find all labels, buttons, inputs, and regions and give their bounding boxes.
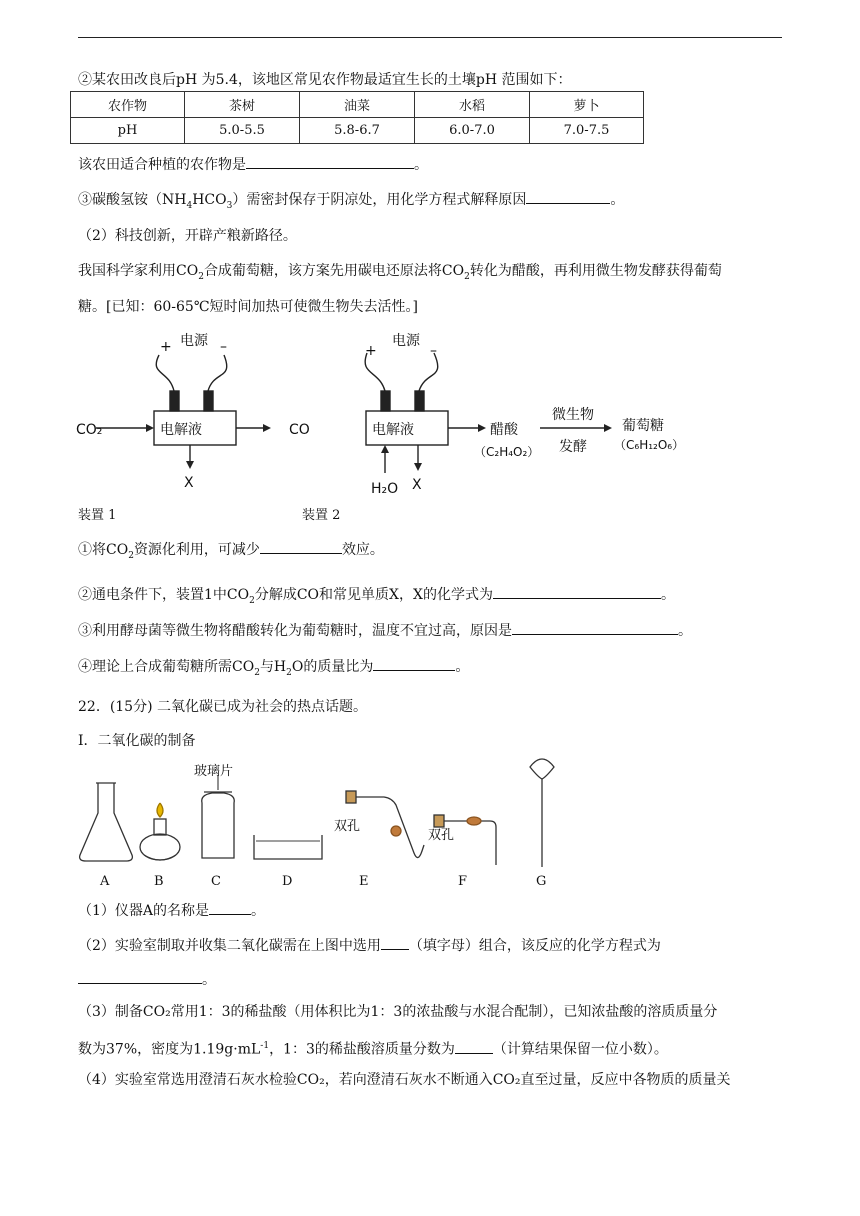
question-line: （2）科技创新，开辟产粮新路径。 bbox=[78, 228, 297, 244]
minus-sign: – bbox=[430, 343, 437, 359]
line-text: 合成葡萄糖，该方案先用碳电还原法将CO bbox=[203, 263, 465, 279]
table-cell: 7.0-7.5 bbox=[530, 118, 644, 144]
electrode bbox=[170, 391, 179, 411]
question-line: 糖。[已知：60-65℃短时间加热可使微生物失去活性。] bbox=[78, 299, 418, 315]
co2-label: CO₂ bbox=[76, 422, 103, 438]
subscript: 2 bbox=[464, 271, 470, 282]
table-cell: 5.8-6.7 bbox=[300, 118, 415, 144]
water-label: H₂O bbox=[371, 481, 399, 497]
glucose-formula: （C₆H₁₂O₆） bbox=[614, 438, 685, 452]
answer-blank[interactable] bbox=[493, 585, 661, 599]
line-text: （1）仪器A的名称是 bbox=[78, 903, 210, 919]
power-label: 电源 bbox=[392, 333, 420, 349]
minus-sign: – bbox=[220, 339, 227, 355]
line-text: 与H bbox=[259, 659, 287, 675]
electrode bbox=[204, 391, 213, 411]
apparatus-label: D bbox=[282, 874, 293, 889]
x-label: X bbox=[412, 477, 422, 493]
line-text: 该农田适合种植的农作物是 bbox=[78, 157, 246, 173]
question-line: （3）制备CO₂常用1：3的稀盐酸（用体积比为1：3的浓盐酸与水混合配制），已知浓盐酸的溶质质量分 bbox=[78, 1004, 718, 1020]
line-text: 分解成CO和常见单质X，X的化学式为 bbox=[254, 587, 493, 603]
device-caption-2: 装置 2 bbox=[302, 508, 341, 523]
answer-blank[interactable] bbox=[209, 901, 251, 915]
line-text: ）需密封保存于阴凉处，用化学方程式解释原因 bbox=[232, 192, 527, 208]
line-text: 。 bbox=[610, 192, 625, 208]
electrode bbox=[381, 391, 390, 411]
subscript: 2 bbox=[254, 667, 260, 678]
question-line bbox=[78, 936, 661, 956]
apparatus-label: G bbox=[536, 874, 547, 889]
subscript: 2 bbox=[128, 550, 134, 561]
question-line bbox=[78, 155, 428, 175]
apparatus-label: B bbox=[154, 874, 164, 889]
subscript: 2 bbox=[286, 667, 292, 678]
double-hole-label: 双孔 bbox=[334, 819, 361, 834]
line-text: 。 bbox=[202, 972, 216, 988]
electrolyte-label: 电解液 bbox=[160, 422, 202, 438]
gas-jar-icon bbox=[202, 775, 235, 858]
line-text: 。 bbox=[414, 157, 428, 173]
table-cell: 油菜 bbox=[300, 92, 415, 118]
apparatus-label: C bbox=[211, 874, 221, 889]
apparatus-diagram bbox=[74, 755, 574, 890]
table-header-row bbox=[71, 92, 644, 118]
answer-blank[interactable] bbox=[381, 936, 409, 950]
line-text: 转化为醋酸，再利用微生物发酵获得葡萄 bbox=[469, 263, 722, 279]
line-text: （填字母）组合，该反应的化学方程式为 bbox=[408, 938, 661, 954]
line-text: ②通电条件下，装置1中CO bbox=[78, 587, 250, 603]
question-line: ②某农田改良后pH 为5.4，该地区常见农作物最适宜生长的土壤pH 范围如下： bbox=[78, 72, 572, 88]
line-text: 效应。 bbox=[341, 542, 384, 558]
alcohol-lamp-icon bbox=[140, 803, 180, 860]
line-text: ，1：3的稀盐酸溶质量分数为 bbox=[269, 1041, 455, 1058]
question-line bbox=[78, 1036, 668, 1060]
line-text: 我国科学家利用CO bbox=[78, 263, 199, 279]
double-hole-label: 双孔 bbox=[428, 828, 455, 843]
answer-blank[interactable] bbox=[260, 540, 342, 554]
line-text: HCO bbox=[192, 192, 227, 208]
electrode bbox=[415, 391, 424, 411]
table-row bbox=[71, 118, 644, 144]
device-caption-1: 装置 1 bbox=[78, 508, 117, 523]
wire bbox=[208, 355, 227, 391]
wire bbox=[156, 355, 174, 391]
subscript: 4 bbox=[186, 200, 193, 211]
line-text: （2）实验室制取并收集二氧化碳需在上图中选用 bbox=[78, 938, 381, 954]
apparatus-label: A bbox=[100, 874, 110, 889]
line-text: （计算结果保留一位小数）。 bbox=[492, 1041, 668, 1058]
question-line bbox=[78, 657, 469, 683]
answer-blank[interactable] bbox=[512, 621, 678, 635]
plus-sign: + bbox=[365, 343, 377, 359]
table-cell: 5.0-5.5 bbox=[185, 118, 300, 144]
table-cell: 6.0-7.0 bbox=[415, 118, 530, 144]
power-label: 电源 bbox=[180, 333, 208, 349]
answer-blank[interactable] bbox=[246, 155, 414, 169]
electrolyte-label: 电解液 bbox=[372, 422, 414, 438]
ferment-label: 发酵 bbox=[559, 439, 587, 455]
line-text: ①将CO bbox=[78, 542, 129, 558]
plus-sign: + bbox=[160, 339, 172, 355]
table-cell: 萝卜 bbox=[530, 92, 644, 118]
question-line bbox=[78, 585, 675, 611]
acetic-formula: （C₂H₄O₂） bbox=[474, 445, 540, 459]
line-text: 。 bbox=[455, 659, 470, 675]
long-neck-funnel-icon bbox=[530, 759, 554, 867]
water-trough-icon bbox=[254, 835, 322, 859]
subscript: 2 bbox=[198, 271, 204, 282]
conical-flask-icon bbox=[80, 783, 133, 861]
subscript: 3 bbox=[226, 200, 233, 211]
question-line bbox=[78, 540, 384, 566]
answer-blank[interactable] bbox=[78, 970, 202, 984]
line-text: 。 bbox=[251, 903, 266, 919]
answer-blank[interactable] bbox=[373, 657, 455, 671]
line-text: ③碳酸氢铵（NH bbox=[78, 192, 187, 208]
line-text: O的质量比为 bbox=[291, 659, 374, 675]
question-line: （4）实验室常选用澄清石灰水检验CO₂，若向澄清石灰水不断通入CO₂直至过量，反应中各物质的质量关 bbox=[78, 1072, 731, 1088]
question-line bbox=[78, 190, 624, 216]
co-label: CO bbox=[289, 422, 310, 438]
table-cell: pH bbox=[71, 118, 185, 144]
line-text: 。 bbox=[678, 623, 692, 639]
line-text: 。 bbox=[660, 587, 675, 603]
x-label: X bbox=[184, 475, 194, 491]
ph-table bbox=[70, 91, 644, 144]
table-cell: 水稻 bbox=[415, 92, 530, 118]
question-line bbox=[78, 970, 216, 990]
answer-blank[interactable] bbox=[455, 1040, 493, 1054]
table-cell: 茶树 bbox=[185, 92, 300, 118]
table-cell: 农作物 bbox=[71, 92, 185, 118]
microbe-label: 微生物 bbox=[552, 407, 594, 423]
line-text: ④理论上合成葡萄糖所需CO bbox=[78, 659, 255, 675]
apparatus-label: F bbox=[458, 874, 468, 889]
question-line bbox=[78, 621, 692, 641]
question-line bbox=[78, 261, 722, 287]
electrolysis-diagram bbox=[74, 325, 714, 500]
line-text: 资源化利用，可减少 bbox=[133, 542, 260, 558]
question-heading: 22．(15分) 二氧化碳已成为社会的热点话题。 bbox=[78, 699, 368, 715]
acetic-label: 醋酸 bbox=[490, 422, 518, 438]
line-text: 数为37%，密度为1.19g·mL bbox=[78, 1041, 261, 1058]
superscript: -1 bbox=[260, 1041, 270, 1051]
question-line bbox=[78, 901, 265, 921]
section-heading: Ⅰ．二氧化碳的制备 bbox=[78, 733, 196, 749]
subscript: 2 bbox=[249, 595, 255, 606]
line-text: ③利用酵母菌等微生物将醋酸转化为葡萄糖时，温度不宜过高，原因是 bbox=[78, 623, 512, 639]
top-rule bbox=[78, 37, 782, 38]
glucose-label: 葡萄糖 bbox=[622, 418, 664, 434]
apparatus-label: E bbox=[359, 874, 369, 889]
answer-blank[interactable] bbox=[526, 190, 610, 204]
glass-plate-label: 玻璃片 bbox=[194, 764, 234, 779]
